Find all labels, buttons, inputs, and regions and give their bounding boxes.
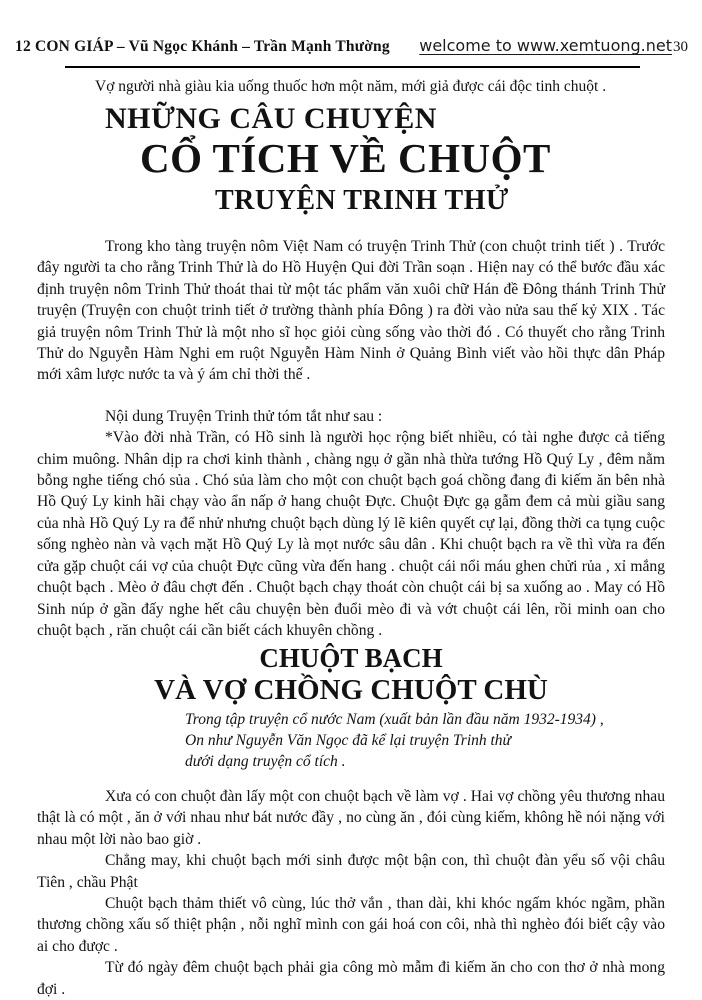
citation-line: On như Nguyễn Văn Ngọc đã kể lại truyện Trinh thử	[185, 732, 512, 750]
section-chuot-bach	[0, 786, 702, 1000]
page-number: 30	[673, 39, 688, 55]
page-header	[0, 36, 702, 56]
paragraph: Xưa có con chuột đàn lấy một con chuột bạch về làm vợ . Hai vợ chồng yêu thương nhau thật là có một , ăn ở với nhau như bát nước đầy , no cùng ăn , đói cùng kiếm, không hề nói nặng với nhau một lời nào bao giờ .	[37, 788, 665, 848]
citation-line: Trong tập truyện cổ nước Nam (xuất bản lần đầu năm 1932-1934) ,	[185, 711, 604, 729]
chapter-title-line-2: CỔ TÍCH VỀ CHUỘT	[140, 135, 551, 181]
paragraph: Chuột bạch thảm thiết vô cùng, lúc thở vắn , than dài, khi khóc ngấm khóc ngầm, phần thương chồng xấu số thiệt phận , nỗi nghĩ mình con gái hoá con côi, nhà thì nghèo đói biết cậy vào ai cho được .	[37, 895, 665, 955]
site-link[interactable]: welcome to www.xemtuong.net	[419, 36, 672, 55]
paragraph: *Vào đời nhà Trần, có Hồ sinh là người học rộng biết nhiều, có tài nghe được cả tiếng chim muông. Nhân dịp ra chơi kinh thành , chàng ngụ ở gần nhà thừa tướng Hồ Quý Ly , đêm nằm bỗng nghe tiếng chó sủa . Chó sủa làm cho một con chuột bạch goá chồng đang đi kiếm ăn bên nhà Hồ Quý Ly kinh hãi chạy vào ẩn nấp ở hang chuột Đực. Chuột Đực gạ gẫm đem cả mùi giầu sang của nhà Hồ Quý Ly ra để nhử nhưng chuột bạch dùng lý lẽ kiên quyết cự lại, đồng thời ca tụng cuộc sống nghèo nàn và vạch mặt Hồ Quý Ly là mọt nước sâu dân . Khi chuột bạch ra về thì vừa ra đến cửa gặp chuột cái vợ của chuột Đực cũng vừa đến hang . chuột cái nổi máu ghen chửi rủa , xỉ mắng chuột bạch . Mèo ở đâu chợt đến . Chuột bạch chạy thoát còn chuột cái bị sa xuống ao . May có Hồ Sinh núp ở gần đấy nghe hết câu chuyện bèn đuổi mèo đi và vớt chuột cái lên, rồi minh oan cho chuột bạch , răn chuột cái cần biết cách khuyên chồng .	[37, 429, 665, 639]
paragraph: Chẳng may, khi chuột bạch mới sinh được một bận con, thì chuột đàn yểu số vội châu Tiên , chầu Phật	[37, 852, 665, 891]
paragraph: Trong kho tàng truyện nôm Việt Nam có truyện Trinh Thử (con chuột trinh tiết ) . Trước đây người ta cho rằng Trinh Thử là do Hồ Huyện Qui đời Trần soạn . Hiện nay có thể bước đầu xác định truyện nôm Trinh Thử thoát thai từ một tác phẩm văn xuôi chữ Hán đề Đông thánh Trinh Thử truyện (Truyện con chuột trinh tiết ở trường thành phía Đông ) ra đời vào nửa sau thế kỷ XIX . Tác giả truyện nôm Trinh Thử là một nho sĩ học giỏi cùng sống vào thời đó . Có thuyết cho rằng Trinh Thử do Nguyễn Hàm Nghi em ruột Nguyễn Hàm Ninh ở Quảng Bình viết vào hồi thực dân Pháp mới xâm lược nước ta và ý ám chỉ thời thế .	[37, 238, 665, 384]
citation-block	[185, 709, 702, 772]
paragraph: Từ đó ngày đêm chuột bạch phải gia công mò mẫm đi kiếm ăn cho con thơ ở nhà mong đợi .	[37, 959, 665, 998]
chapter-title	[0, 104, 702, 215]
book-title: 12 CON GIÁP – Vũ Ngọc Khánh – Trần Mạnh Thường	[15, 38, 390, 55]
section-heading-chuot-bach	[0, 643, 702, 706]
section-heading-line-2: VÀ VỢ CHỒNG CHUỘT CHÙ	[154, 673, 548, 706]
chapter-title-line-3: TRUYỆN TRINH THỬ	[215, 185, 509, 216]
header-rule	[65, 66, 640, 68]
section-heading-line-1: CHUỘT BẠCH	[259, 643, 443, 674]
intro-line: Vợ người nhà giàu kia uống thuốc hơn một năm, mới giả được cái độc tinh chuột .	[95, 78, 607, 95]
paragraph: Nội dung Truyện Trinh thử tóm tắt như sau :	[105, 407, 383, 425]
chapter-title-line-1: NHỮNG CÂU CHUYỆN	[105, 102, 437, 135]
section-trinh-thu	[0, 236, 702, 641]
citation-line: dưới dạng truyện cổ tích .	[185, 753, 346, 771]
